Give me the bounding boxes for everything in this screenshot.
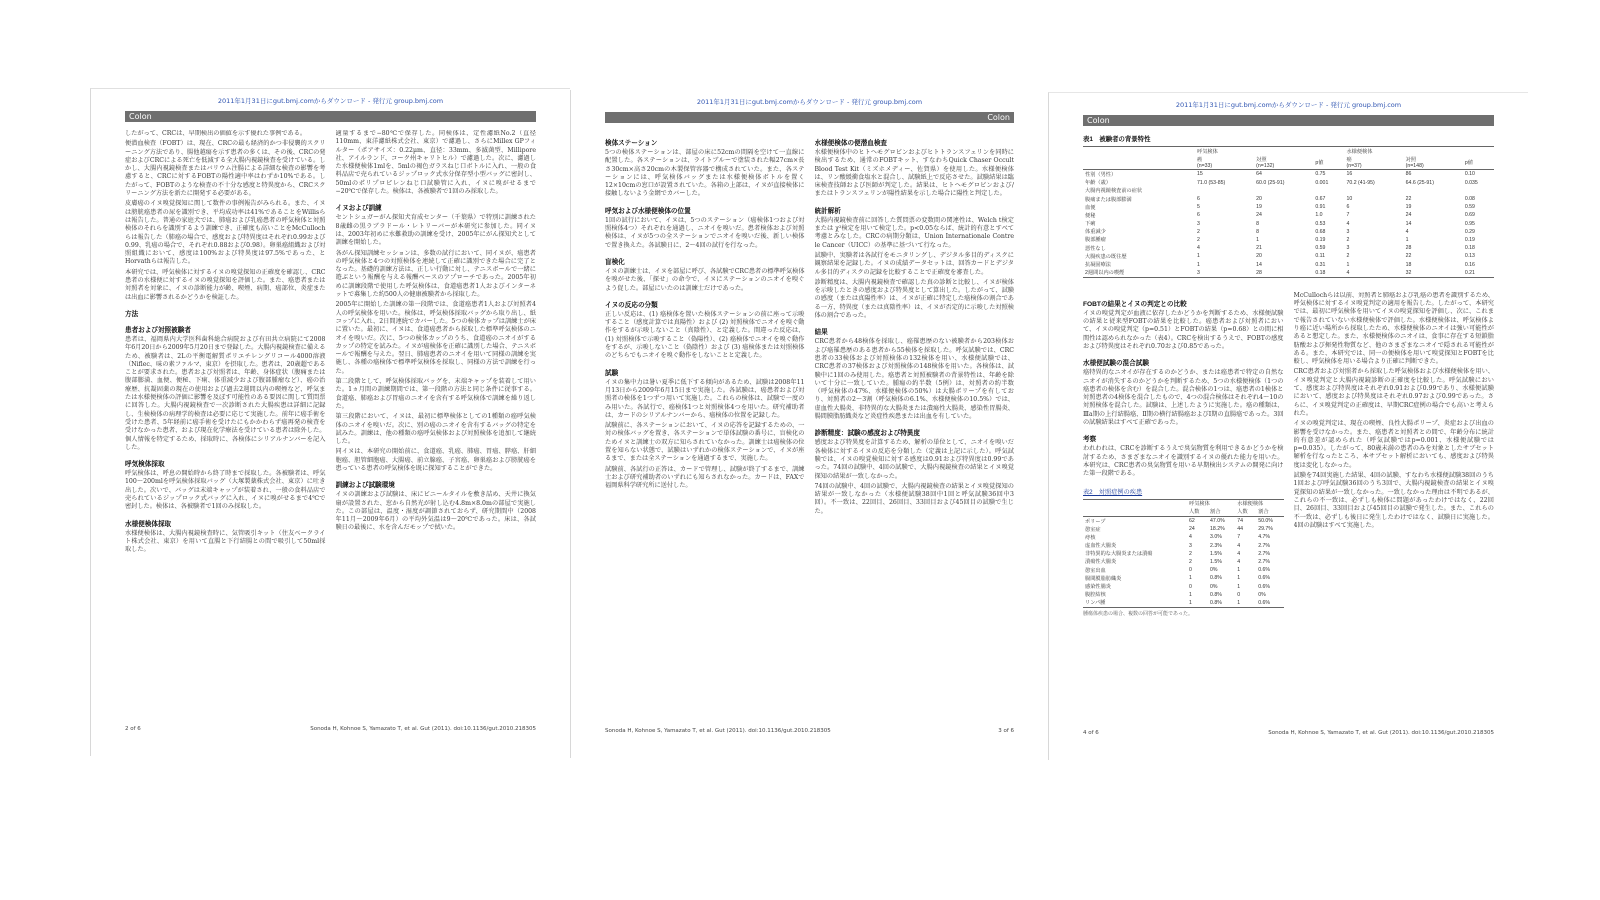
table-cell: 71.0 (53-85) — [1197, 179, 1226, 186]
table-cell — [1463, 187, 1494, 195]
table-cell: 0.91 — [1315, 204, 1326, 211]
table-cell: 血便 — [1085, 204, 1096, 211]
table-cell: 14 — [1256, 261, 1262, 268]
right-column — [815, 131, 1015, 518]
table-row — [1083, 195, 1494, 203]
body-paragraph: 試験前、各試行の正答は、カードで管理し、試験が終了するまで、訓練士および研究補助者のいずれにも知らされなかった。カードは、FAXで福岡県科学研究所に送付した。 — [605, 465, 805, 490]
table-cell: 3 — [1346, 245, 1350, 252]
table-cell: 1 — [1237, 575, 1241, 582]
table-cell: 悪性なし — [1085, 245, 1106, 252]
body-paragraph: McCullochらは以前、対照者と肺癌および乳癌の患者を識別するため、呼気検体に対するイヌ嗅覚判定の適用を報告した。したがって、本研究では、最初に呼気検体を用いてイヌの嗅覚探知を評価し、次に、これまで報告されていない水様便検体で評価した。水様便検体は、呼気検体より癌に近い場所から採取したため、水様便検体のニオイは強い可能性があると想定した。また、水様便検体のニオイは、食事に存在する短鎖脂肪酸および揮発性物質など、他のさまざまなニオイで隠される可能性がある。また、本研究では、同一の便検体を用いて嗅覚探知とFOBTを比較し、呼気検体を用いる場合より正確に判断できた。 — [1293, 291, 1494, 366]
table-cell: 痔核 — [1085, 534, 1096, 541]
table-row — [1083, 211, 1494, 219]
table-cell: 64 — [1256, 171, 1262, 178]
table-row — [1083, 542, 1284, 550]
section-heading: 統計解析 — [814, 207, 841, 215]
table-cell: 0.19 — [1315, 236, 1326, 243]
table1 — [1083, 146, 1494, 278]
table-row — [1083, 252, 1494, 260]
body-paragraph: 2005年に開始した訓練の第一段階では、食道癌患者1人および対照者4人の呼気検体を用いた。検体は、呼気検体採取バッグから取り出し、紙コップに入れ、2日間連続でカバーした。5つの検体カップは訓練士が床に置いた。最初に、イヌは、食道癌患者から採取した標準呼気検体のニオイを嗅いだ。次に、5つの検体カップのうち、食道癌のニオイがするカップの特定を試みた。イヌが癌検体を正確に識別した場合、テニスボールで報酬を与えた。翌日、肺癌患者のニオイを用いて同様の訓練を実施し、各種の癌検体で標準呼気検体を採取し、同様の方法で訓練を行った。 — [335, 301, 536, 375]
table-cell: 21 — [1256, 245, 1262, 252]
section-heading: 呼気検体採取 — [125, 461, 165, 469]
table-row — [1083, 269, 1494, 278]
table-cell: 1.5% — [1210, 558, 1222, 565]
table-row — [1083, 582, 1284, 590]
left-column — [605, 131, 805, 518]
table-col-header: 対照 (n=132) — [1254, 155, 1313, 170]
table-cell: 2 — [1189, 558, 1192, 565]
table-cell: 体重減少 — [1085, 229, 1106, 236]
table-cell: 86 — [1405, 171, 1412, 178]
table-cell: 抗凝固療法 — [1085, 262, 1111, 269]
table-row — [1083, 525, 1284, 533]
table-row — [1083, 220, 1494, 228]
table-cell: 腹腔結核 — [1085, 592, 1106, 599]
table-cell: 4 — [1346, 220, 1350, 227]
table-cell — [1344, 187, 1403, 195]
body-paragraph: イヌの嗅覚判定は、現在の喫煙、良性大腸ポリープ、炎症および出血の影響を受けなかった。また、癌患者と対照者との間で、年齢分布に統計的有意差が認められた（呼気試験ではp=0.001、水様便試験ではp=0.035）。したがって、80歳未満の患者のみを対象としたサブセット解析を行なったところ、本サブセット解析においても、感度および特異度は変化しなかった。 — [1293, 420, 1494, 469]
document-page-3 — [570, 90, 1048, 758]
table-cell: 3.0% — [1210, 534, 1222, 541]
table-cell: 29.7% — [1258, 526, 1273, 533]
section-heading: 訓練および試験環境 — [335, 482, 395, 490]
table-cell: 感染性腸炎 — [1085, 584, 1111, 591]
table-cell: 0.8% — [1210, 591, 1222, 598]
body-paragraph: われわれは、CRCを診断するうえで臭気物質を利用できるかどうかを検討するため、さまざまなニオイを識別するイヌの優れた能力を用いた。本研究は、CRC患者の臭気物質を用いる早期検出システムの開発に向けた第一段階である。 — [1083, 445, 1284, 478]
body-paragraph: 5つの検体ステーションは、部屋の床に52cmの間隔を空けて一直線に配置した。各ステーションは、ライトブルーで塗装された幅27cm×長さ30cm×高さ20cmの木製保管容器で構成されていた。また、各ステーションには、呼気検体バッグまたは水様便検体ボトルを置く12×10cmの窓口が設置されていた。各箱の上部は、イヌが直接検体に接触しないよう金網でカバーした。 — [605, 149, 805, 198]
table-cell: 腹痛または腹部膨満 — [1085, 196, 1132, 203]
table-cell: 18 — [1405, 261, 1412, 268]
table-cell: 下痢 — [1085, 221, 1096, 228]
table-row — [1083, 244, 1494, 252]
table-cell: 1 — [1189, 591, 1192, 598]
body-paragraph: イヌの嗅覚判定が血液に依存したかどうかを判断するため、水様便試験の結果と従来型FOBTの結果を比較した。癌患者および対照者において、イヌの嗅覚判定（p=0.51）とFOBTの結果（p=0.68）との間に相関性は認められなかった（表4）。CRCを検出するうえで、FOBTの感度および特異度はそれぞれ0.70および0.85であった。 — [1083, 309, 1284, 350]
section-heading: 盲検化 — [605, 258, 625, 266]
table-cell: 4 — [1237, 558, 1241, 565]
table-cell: 2 — [1189, 550, 1192, 557]
table-row — [1083, 170, 1494, 179]
table1-block — [1083, 134, 1494, 278]
table-row — [1083, 228, 1494, 236]
body-paragraph: 各がん探知訓練セッションは、多数の試行において、同イヌが、癌患者の呼気検体と4つの対照検体を連続して正確に識別できた場合に完了となった。基礎的訓練方法は、正しい行動に対し、テニスボールで一緒に遊ぶという報酬を与える報酬ベースのアプローチであった。2005年初めに訓練段階で使用した呼気検体は、食道癌患者1人およびインターネットで募集した約500人の健康被験者から採取した。 — [335, 249, 536, 299]
table-cell: 1.0 — [1315, 212, 1323, 219]
table-cell: 15 — [1197, 171, 1203, 178]
table-cell: 憩室症 — [1085, 526, 1101, 533]
table2-group-breath: 呼気検体 — [1187, 499, 1235, 508]
table-cell: 4 — [1405, 228, 1409, 235]
table-row — [1083, 516, 1284, 525]
table-cell: 4 — [1237, 550, 1241, 557]
page-footer — [605, 728, 1014, 734]
table-cell: 6 — [1197, 196, 1200, 203]
table-cell: 0.6% — [1258, 567, 1271, 574]
table-cell: 0.59 — [1315, 245, 1326, 252]
table-row — [1083, 574, 1284, 582]
body-paragraph: 感度および特異度を計算するため、解析の単位として、ニオイを嗅いだ各検体に対するイヌの反応を分類した（定義は上記に示した）。呼気試験では、イヌの嗅覚検知に対する感度は0.91および特異度は0.99であった。74回の試験中、4回の試験で、大腸内視鏡検査の結果とイヌ嗅覚探知の結果が一致しなかった。 — [814, 439, 1014, 480]
body-paragraph: 同イヌは、本研究の開始前に、食道癌、乳癌、肺癌、胃癌、膵癌、肝細胞癌、胆管細胞癌、大腸癌、前立腺癌、子宮癌、卵巣癌および膀胱癌を患っている患者の呼気検体を既に探知することができた。 — [335, 448, 536, 472]
table-cell: 0.75 — [1315, 171, 1326, 178]
table-col-header: 癌 (n=33) — [1195, 155, 1254, 170]
table-cell: リンパ腫 — [1083, 599, 1187, 608]
table2-group-stool: 水様便検体 — [1235, 499, 1283, 508]
text-columns — [125, 130, 536, 556]
section-heading: FOBTの結果とイヌの判定との比較 — [1083, 300, 1187, 308]
table-cell: 47.0% — [1210, 518, 1225, 525]
table-cell: 2 — [1197, 236, 1200, 243]
section-heading: 呼気および水様便検体の位置 — [605, 207, 691, 215]
table1-title: 表1 被験者の背景特性 — [1083, 136, 1151, 143]
table-cell: 62 — [1189, 518, 1195, 525]
document-page-2 — [90, 88, 570, 756]
citation: Sonoda H, Kohnoe S, Yamazato T, et al. Gut (2011). doi:10.1136/gut.2010.218305 — [310, 726, 536, 732]
body-paragraph: 水様便検体中のヒトヘモグロビンおよびヒトトランスフェリンを同時に検出するため、通常のFOBTキット、すなわちQuick Chaser Occult Blood Test Kit（ミズホメディー、佐賀県）を使用した。水様便検体は、リン酸緩衝食塩水と混合し、試験紙上で反応させた。試験結果は臨床検査技師および医師が判定した。結果は、ヒトヘモグロビンおよび/またはトランスフェリンが陽性結果を示した場合に陽性と判定した。 — [814, 149, 1014, 198]
table-cell: 0% — [1210, 567, 1218, 574]
table-cell: 18.2% — [1210, 526, 1225, 533]
table-cell: 28 — [1254, 269, 1313, 278]
table-cell: 6 — [1346, 204, 1350, 211]
table-cell: 腹部腫瘤 — [1085, 237, 1106, 244]
body-paragraph: CRC患者および対照者から採取した呼気検体および水様便検体を用い、イヌ嗅覚判定と大腸内視鏡診断の正確度を比較した。呼気試験において、感度および特異度はそれぞれ0.91および0.99であり、水様便試験において、感度および特異度はそれぞれ0.97および0.99であった。さらに、イヌ嗅覚判定の正確度は、早期CRC症例の場合でも高いと考えられた。 — [1293, 368, 1494, 417]
table-row — [1083, 260, 1494, 268]
table-cell: 1 — [1405, 236, 1409, 243]
table-cell: 28 — [1405, 245, 1412, 252]
section-heading: 結果 — [814, 329, 828, 337]
page-footer — [125, 726, 536, 732]
table-row — [1083, 550, 1284, 558]
section-heading: 方法 — [125, 310, 139, 318]
table-cell: 20 — [1256, 253, 1262, 260]
table-col-header: p値 — [1313, 155, 1344, 170]
right-column — [336, 130, 537, 556]
table-cell: 4.7% — [1258, 534, 1271, 541]
table-cell: 16 — [1346, 171, 1353, 178]
table-cell: 24 — [1405, 212, 1412, 219]
table2 — [1083, 499, 1284, 608]
table-col-header: 対照 (n=148) — [1404, 155, 1463, 170]
body-paragraph: イヌの集中力は暑い夏季に低下する傾向があるため、試験は2008年11月13日から2009年6月15日まで実施した。各試験は、癌患者および対照者の検体を1つずつ用いて実施した。これらの検体は、試験で一度のみ用いた。各試行で、癌検体1つと対照検体4つを用いた。研究補助者は、カードのシリアルナンバーから、癌検体の位置を記録した。 — [605, 378, 805, 419]
table1-group-breath: 呼気検体 — [1195, 147, 1344, 156]
table-cell: 0.29 — [1464, 228, 1475, 235]
table-row — [1083, 203, 1494, 211]
table-cell: 1 — [1346, 261, 1350, 268]
section-heading: 水様便試験の混合試験 — [1083, 360, 1149, 368]
body-paragraph: 74回の試験中、4回の試験で、大腸内視鏡検査の結果とイヌ嗅覚探知の結果が一致しなかった（水様便試験38回中1回と呼気試験36回中3回）。不一致は、22回目、26回目、33回目および45回目の試験で生じた。 — [814, 482, 1014, 515]
table-cell: 0.8% — [1210, 575, 1222, 582]
table-col-header: 割合 — [1208, 508, 1235, 517]
table-cell: 0 — [1189, 567, 1192, 574]
left-column — [1083, 292, 1284, 617]
table-cell: 2 — [1197, 228, 1200, 235]
section-label: Colon — [129, 112, 152, 121]
body-paragraph: セントシュガーがん探知犬育成センター（千葉県）で特別に訓練された8歳雌の黒ラブラドール・レトリーバーが本研究に参加した。同イヌは、2003年初めに水難救助の訓練を受け、2005年にがん探知犬として訓練を開始した。 — [335, 214, 536, 247]
table-cell: 非特異的な大腸炎または潰瘍 — [1085, 551, 1153, 558]
download-header: 2011年1月31日にgut.bmj.comからダウンロード - 発行元 group.bmj.com — [1175, 101, 1402, 109]
section-heading: 患者および対照被験者 — [125, 326, 191, 334]
table-cell: 2.7% — [1258, 542, 1271, 549]
table-cell: 憩室出血 — [1085, 567, 1106, 574]
body-paragraph: したがって、CRCは、早期検出の価値を示す優れた事例である。 — [125, 130, 307, 137]
table-cell — [1404, 187, 1463, 195]
table-row — [1083, 236, 1494, 244]
table-cell: 1 — [1189, 575, 1192, 582]
table-cell: 0.6% — [1258, 575, 1271, 582]
left-column — [125, 130, 326, 556]
table-row — [1083, 179, 1494, 187]
body-paragraph: 癌特異的なニオイが存在するのかどうか、または癌患者で特定の自然なニオイが消失するのかどうかを判断するため、5つの水様便検体（1つの癌患者の検体を含む）を混合した。混合検体の1つは、癌患者の1検体と対照患者の4検体を混合したもので、4つの混合検体はそれぞれ4〜10の対照検体を混合した。試験は、上述したように実施した。癌の種類は、Ⅲa期の上行結腸癌、Ⅱ期の横行結腸癌およびⅠ期の直腸癌であった。3回の試験結果はすべて正確であった。 — [1083, 369, 1284, 427]
section-bar — [125, 111, 536, 122]
table-col-header: 癌 (n=37) — [1344, 155, 1403, 170]
table-cell: 0.08 — [1464, 196, 1475, 203]
body-paragraph: 患者は、福岡県内大学医科歯科総合病院および有田共立病院にて2008年6月20日から2009年5月20日まで登録した。大腸内視鏡検査に備えるため、被験者は、2Lの平衡電解質ポリエチレングリコール4000溶液（Niflec、味の素ファルマ、東京）を摂取した。患者は、20歳超であることが要求された。患者および対照者は、年齢、身体症状（腹痛または腹部膨満、血便、便秘、下痢、体重減少および腹部腫瘤など）、癌の治療歴、抗凝固薬の現在の使用および過去2週間以内の喫煙など、呼気または水様便検体の評価に影響を及ぼす可能性のある要因に関して質問票に回答した。大腸内視鏡検査で一次診断された大腸疾患は詳細に記録し、生検検体の病理学的検査は必要に応じて実施した。前年に癌手術を受けた患者、5年経前に癌手術を受けたにもかかわらず癌再発の検査を受けなかった患者、および現在化学療法を受けている患者は除外した。個人情報を特定するため、採取時に、各検体にシリアルナンバーを記入した。 — [125, 335, 326, 451]
section-label: Colon — [1087, 116, 1110, 125]
body-paragraph: CRC患者から48検体を採取し、癌罹患歴のない被験者から203検体および癌罹患歴のある患者から55検体を採取した。呼気試験では、CRC患者の33検体および対照検体の132検体を用い、水様便試験では、CRC患者の37検体および対照検体の148検体を用いた。各検体は、試験中に1回のみ使用した。癌患者と対照被験者の背景特性は、年齢を除いて十分に一致していた。腫瘍の約半数（5例）は、対照者の約半数（呼気検体の47%、水様便検体の50%）は大腸ポリープを有しており、対照者の2〜3割（呼気検体の6.1%、水様便検体の10.5%）では、虚血性大腸炎、非特異的な大腸炎または潰瘍性大腸炎、感染性胃腸炎、腸間膜脂肪織炎など炎症性疾患または出血を有していた。 — [814, 338, 1014, 421]
body-paragraph: 1回の試行において、イヌは、5つのステーション（癌検体1つおよび対照検体4つ）それぞれを通過し、ニオイを嗅いだ。患者検体および対照検体は、イヌが5つの全ステーションでニオイを嗅いだ後、新しい検体で置き換えた。各試験日に、2〜4回の試行を行なった。 — [605, 216, 805, 249]
body-paragraph: 診断精度は、大腸内視鏡検査で確認した真の診断と比較し、イヌが検体を示唆したときの感度および特異度として算出した。したがって、試験の感度（または真陽性率）は、イヌが正確に特定した癌検体の割合である一方、特異度（または真陰性率）は、イヌが否定的に示唆した対照検体の割合であった。 — [814, 278, 1014, 320]
section-heading: 診断精度：試験の感度および特異度 — [814, 430, 920, 438]
body-paragraph: 試験を74回実施した結果、4回の試験、すなわち水様便試験38回のうち1回および呼気試験36回のうち3回で、大腸内視鏡検査の結果とイヌ嗅覚探知の結果が一致しなかった。一致しなかった理由は不明であるが、これらの不一致は、必ずしも検体に問題があったわけではなく、22回目、26回目、33回目および45回目の試験で発生した。また、これらの不一致は、必ずしも後日に発生したわけではなく、試験日に実施した。4回の試験はすべて実施した。 — [1293, 472, 1494, 529]
section-heading: 考察 — [1083, 436, 1097, 444]
table-cell: 74 — [1237, 518, 1244, 525]
table-cell: 6 — [1197, 212, 1200, 219]
section-heading: 試験 — [605, 369, 619, 377]
table-cell: 5 — [1197, 204, 1200, 211]
table-cell: 0.95 — [1464, 220, 1475, 227]
table-cell: 7 — [1237, 534, 1241, 541]
table-cell: 64.6 (25-91) — [1405, 179, 1434, 186]
table-cell: 7 — [1346, 212, 1350, 219]
table-cell: 1 — [1256, 236, 1260, 243]
body-paragraph: 便潜血検査（FOBT）は、現在、CRCの最も経済的かつ非侵襲的スクリーニング方法であり、腸他越瘍を示す患者の多くは、その後、CRCの発症およびCRCによる死亡を低減する全大腸内視鏡検査を受けている。しかし、大腸内視鏡検査またはバリウム注腸による詳細な検査の影響を考慮すると、CRCに対するFOBTの陽性適中率はわずか10%である。したがって、FOBTのような検査の不十分な感度と特異度から、CRCスクリーニング方法を新たに開発する必要がある。 — [125, 140, 326, 198]
table-row — [1083, 187, 1494, 195]
table-cell: 1 — [1235, 599, 1256, 608]
table-cell: 60.0 (25-91) — [1256, 179, 1285, 186]
table-cell: 4 — [1344, 269, 1403, 278]
body-paragraph: 大腸内視鏡検査前に回答した質問票の変数間の関連性は、Welch t検定または χ²検定を用いて検定した。p<0.05ならば、統計的有意とすべて考慮とみなした。CRCの病期分類は、Union Internationale Contre le Cancer（UICC）の基準に基づいて行なった。 — [814, 216, 1014, 249]
table-cell: 22 — [1405, 196, 1412, 203]
body-paragraph: 本研究では、呼気検体に対するイヌの嗅覚探知の正確度を確認し、CRC患者の水様便に対するイヌの嗅覚探知を評価した。また、癌患者または対照者を対象に、イヌの診断能力が齢、喫煙、病期、癌部位、炎症または出血に影響されるかどうかを検証した。 — [125, 268, 326, 301]
table-cell: 2 — [1346, 253, 1350, 260]
body-paragraph: 適量するまで−80℃で保存した。同検体は、定性濾紙No.2（直径110mm、東洋濾紙株式会社、東京）で濾過し、さらにMillex GPフィルター（ポアサイズ：0.22µm、直径：33mm、多滅菌型、Millipore社、アイルランド、コーク州キャリトヒル）で濾過した。次に、濾過した水様便検体1mlを、5mlの褐色ガラスねじ口ボトルに入れ、一般の食料品店で売られているジップロック式水分保存型小型バッグに密封し、50mlのポリプロピレンねじ口試験管に入れ、イヌに嗅がせるまで−20℃で保存した。検体は、各被験者で1回のみ採取した。 — [335, 130, 536, 196]
table-cell: 0 — [1237, 591, 1241, 598]
table-cell: 便秘 — [1085, 212, 1096, 219]
body-paragraph: 試験中、実験者は各試行をモニタリングし、デジタル多目的ディスクに観察結果を記録した。イヌの成績データセットは、回答カードとデジタル多目的ディスクの記録を比較することで正確度を審査した。 — [814, 251, 1014, 276]
table-cell: 32 — [1404, 269, 1463, 278]
table-cell: 腸間膜脂肪織炎 — [1085, 575, 1122, 582]
table-cell: 4 — [1237, 542, 1241, 549]
table-cell: 0.53 — [1315, 220, 1326, 227]
body-paragraph: 第二段階として、呼気検体採取バッグを、末端キャップを装着して用いた。1ヵ月間の訓練期間では、第一段階の方法と同じ条件に従事する。食道癌、肺癌および胃癌のニオイを含有する呼気検体で訓練を繰り返した。 — [335, 378, 536, 410]
citation: Sonoda H, Kohnoe S, Yamazato T, et al. Gut (2011). doi:10.1136/gut.2010.218305 — [605, 728, 831, 734]
table-cell: 大腸疾患の既往歴 — [1085, 253, 1127, 260]
table-row — [1083, 566, 1284, 574]
table-cell: 1 — [1237, 583, 1241, 590]
table-cell: 24 — [1189, 526, 1195, 533]
table2-title: 表2 対照症例の疾患 — [1083, 488, 1143, 496]
table-cell: 0.21 — [1463, 269, 1494, 278]
download-header: 2011年1月31日にgut.bmj.comからダウンロード - 発行元 group.bmj.com — [217, 97, 444, 105]
table-cell: 3 — [1346, 228, 1350, 235]
table-col-header: p値 — [1463, 155, 1494, 170]
table-cell — [1195, 187, 1254, 195]
table-cell: 0% — [1210, 583, 1218, 590]
table-col-header: 割合 — [1256, 508, 1283, 517]
table-col-header: 人数 — [1187, 508, 1208, 517]
table-cell: 1 — [1187, 599, 1208, 608]
section-label: Colon — [987, 113, 1010, 122]
table-row — [1083, 599, 1284, 608]
section-heading: 水様便検体の便潜血検査 — [814, 140, 888, 147]
table-row — [1083, 558, 1284, 566]
table-cell: 大腸内視鏡検査前の症状 — [1085, 188, 1143, 195]
text-columns — [1083, 292, 1494, 617]
section-heading: 検体ステーション — [605, 140, 658, 147]
section-bar — [605, 112, 1014, 123]
page-number: 2 of 6 — [125, 726, 141, 732]
table1-group-stool: 水様便検体 — [1344, 147, 1494, 156]
table-cell: 0.19 — [1464, 236, 1475, 243]
table2-note: 腫瘍体疾患の場合、複数の回答が可能であった。 — [1083, 611, 1193, 617]
table-cell: 1.5% — [1210, 550, 1222, 557]
table-cell: 0.18 — [1464, 245, 1475, 252]
page-number: 4 of 6 — [1083, 730, 1099, 736]
body-paragraph: 正しい反応は、(1) 癌検体を置いた検体ステーションの前に座って示唆すること（感度計算では真陽性）および (2) 対照検体でニオイを嗅ぐ動作をするが示唆しないこと（真陰性）、と定義した。間違った反応は、(1) 対照検体で示唆すること（偽陽性）、(2) 癌検体でニオイを嗅ぐ動作をするが、示唆しないこと（偽陰性）および (3) 癌検体または対照検体のどちらでもニオイを嗅ぐ動作をしないことと定義した。 — [605, 310, 805, 360]
table-cell: 2週間以内の喫煙 — [1083, 269, 1195, 278]
table-cell: 10 — [1346, 196, 1353, 203]
table-cell: 3 — [1195, 269, 1254, 278]
table-cell: 虚血性大腸炎 — [1085, 543, 1117, 550]
table-cell: 2 — [1346, 236, 1350, 243]
table-cell: 年齢（歳） — [1085, 180, 1111, 187]
body-paragraph: 水様便検体は、大腸内視鏡検査時に、気管吸引キット（住友ベークライト株式会社、東京）を用いて直腸と下行結腸との間で吸引して50ml採取した。 — [125, 529, 326, 554]
table-cell: 0.10 — [1464, 171, 1475, 178]
body-paragraph: イヌの訓練および試験は、床にビニールタイルを敷き詰め、天井に換気扇が設置された、窓から自然光が射し込む4.8m×8.0mの部屋で実施した。この部屋は、温度・湿度が調節されておらず、研究期間中（2008年11月〜2009年6月）の平均外気温は9〜20℃であった。床は、各試験日の最後に、水を含んだモップで拭いた。 — [335, 491, 536, 532]
body-paragraph: 試験前に、各ステーションにおいて、イヌの応答を記録するための、一対の検体バッグを置き、各ステーションで単体試験の番号に、盲検化のためイヌと訓練士の双方に知らされていなかった。訓練士は癌検体の位置を知らない状態で、試験はいずれかの検体ステーションで、イヌが座るまで、または全ステーションを通過するまで、実施した。 — [605, 422, 805, 463]
text-columns — [605, 131, 1014, 518]
citation: Sonoda H, Kohnoe S, Yamazato T, et al. Gut (2011). doi:10.1136/gut.2010.218305 — [1268, 730, 1494, 736]
table-cell: 3 — [1189, 542, 1192, 549]
table-cell: ポリープ — [1085, 518, 1106, 525]
table-cell: 0% — [1258, 591, 1266, 598]
table-cell: 性別（男性） — [1085, 171, 1117, 178]
section-bar — [1083, 115, 1494, 126]
table-cell: 0.18 — [1313, 269, 1344, 278]
table-cell: 0.11 — [1315, 253, 1326, 260]
table-cell — [1254, 187, 1313, 195]
table-cell: 0.6% — [1256, 599, 1283, 608]
right-column — [1294, 292, 1495, 617]
table-cell: 24 — [1256, 212, 1262, 219]
table-cell: 3 — [1197, 220, 1200, 227]
table-col-header: 人数 — [1235, 508, 1256, 517]
table-cell: 8 — [1256, 228, 1260, 235]
table-cell: 2.3% — [1210, 542, 1222, 549]
table-cell: 22 — [1405, 253, 1412, 260]
table-cell: 50.0% — [1258, 518, 1273, 525]
table-cell: 4 — [1197, 245, 1200, 252]
download-header: 2011年1月31日にgut.bmj.comからダウンロード - 発行元 group.bmj.com — [696, 98, 923, 106]
table-cell: 4 — [1189, 534, 1192, 541]
body-paragraph: 皮膚癌のイヌ嗅覚探知に関して数件の事例報告がみられる。また、イヌは膀胱癌患者の尿を識別でき、平均成功率は41%であることをWillisらは報告した。普通の家庭犬では、肺癌および乳癌患者の呼気検体と対照検体のそれらを識別するよう訓練でき、正確度も高いことをMcCullochらは報告した（肺癌の場合で、感度および特異度はそれぞれ0.99および0.99、乳癌の場合で、それぞれ0.88および0.98）。卵巣癌組織および対照組織において、感度は100%および特異度は97.5%であった、とHorvathらは報告した。 — [125, 200, 326, 266]
body-paragraph: 第三段階において、イヌは、最初に標準検体としての1種類の癌呼気検体のニオイを嗅いだ。次に、別の癌のニオイを含有するバッグの特定を試みた。訓練は、他の種類の癌呼気検体および対照検体を追加して継続した。 — [335, 413, 536, 446]
table-cell: 0.69 — [1464, 212, 1475, 219]
table-cell: 0.001 — [1315, 179, 1329, 186]
table-cell: 潰瘍性大腸炎 — [1085, 559, 1117, 566]
table-cell: 19 — [1405, 204, 1412, 211]
body-paragraph: イヌの訓練士は、イヌを部屋に呼び、各試験でCRC患者の標準呼気検体を嗅がせた後、「探せ」の命令で、イヌにステーションのニオイを嗅ぐよう促した。部屋にいたのは訓練士だけであった。 — [605, 267, 805, 292]
section-heading: 水様便検体採取 — [125, 520, 172, 528]
table-cell: 2.7% — [1258, 550, 1271, 557]
page-footer — [1083, 730, 1494, 736]
table-cell: 0 — [1189, 583, 1192, 590]
table-cell: 0.16 — [1464, 261, 1475, 268]
table-cell: 14 — [1405, 220, 1412, 227]
table-cell: 0.13 — [1464, 253, 1475, 260]
table-cell: 1 — [1197, 261, 1200, 268]
section-heading: イヌおよび訓練 — [335, 205, 382, 213]
table-row — [1083, 533, 1284, 541]
table-cell: 1 — [1197, 253, 1200, 260]
table-cell: 0.59 — [1464, 204, 1475, 211]
document-page-4 — [1048, 92, 1528, 760]
table-cell: 2.7% — [1258, 558, 1271, 565]
table-cell: 70.2 (41-95) — [1346, 179, 1375, 186]
table-cell: 0.68 — [1315, 228, 1326, 235]
section-heading: イヌの反応の分類 — [605, 301, 658, 309]
table-cell: 19 — [1256, 204, 1262, 211]
table-cell: 0.67 — [1315, 196, 1326, 203]
body-paragraph: 呼気検体は、呼息の開始時から終了時まで採取した。各被験者は、呼気100〜200mlを呼気検体採取バッグ（大塚製薬株式会社、東京）に吐き出した。次いで、バッグは末端キャップが装着され、一般の食料品店で売られているジップロック式バッグに入れ、イヌに嗅がせるまで4℃で密封した。検体は、各被験者で1回のみ採取した。 — [125, 470, 326, 511]
table-cell: 20 — [1256, 196, 1262, 203]
table-cell: 1 — [1237, 567, 1241, 574]
table-cell: 0.6% — [1258, 583, 1271, 590]
table-col-header — [1083, 508, 1187, 517]
table-cell: 8 — [1256, 220, 1260, 227]
table-col-header — [1083, 155, 1195, 170]
table-cell: 0.035 — [1464, 179, 1478, 186]
table-cell: 44 — [1237, 526, 1244, 533]
table-row — [1083, 591, 1284, 599]
table-cell: 0.31 — [1315, 261, 1326, 268]
page-number: 3 of 6 — [998, 728, 1014, 734]
table-cell — [1313, 187, 1344, 195]
table-cell: 0.8% — [1208, 599, 1235, 608]
